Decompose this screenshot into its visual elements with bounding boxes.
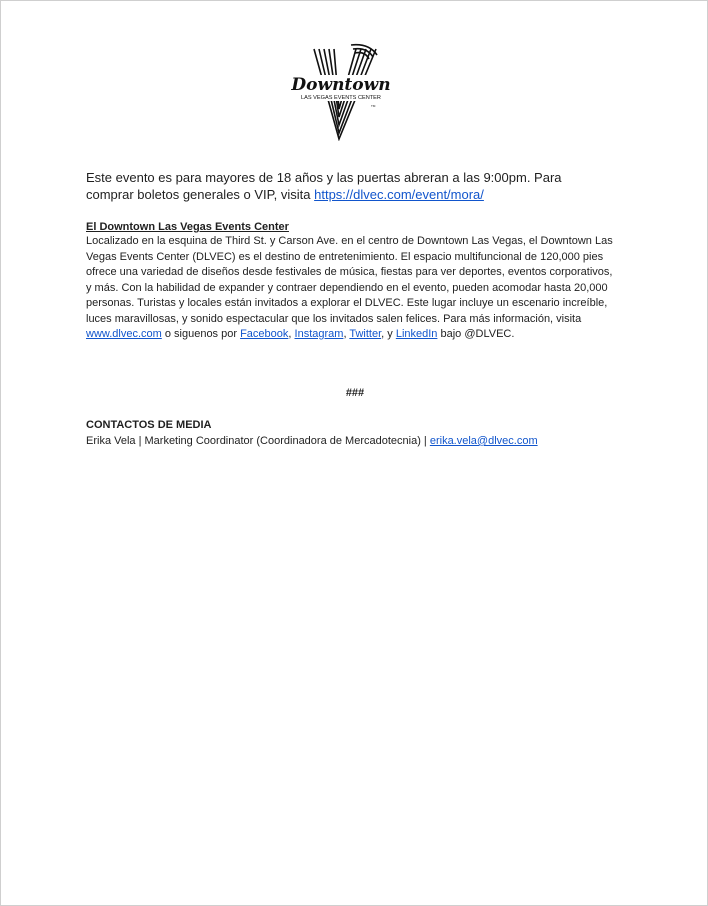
contacts-heading: CONTACTOS DE MEDIA <box>86 419 212 431</box>
comma-text: , <box>343 328 350 340</box>
event-link[interactable]: https://dlvec.com/event/mora/ <box>314 187 484 202</box>
comma-text: , <box>288 328 295 340</box>
contact-text: Erika Vela | Marketing Coordinator (Coordinadora de Mercadotecnia) | <box>86 435 430 447</box>
follow-text: o siguenos por <box>161 328 241 340</box>
contact-line <box>86 434 646 449</box>
linkedin-link[interactable]: LinkedIn <box>395 328 438 340</box>
about-text: Localizado en la esquina de Third St. y Carson Ave. en el centro de Downtown Las Vegas, el Downtown Las Vegas Events Center (DLVEC) es el destino de entretenimiento. El espacio multifuncional de 120,000 pies ofrece una variedad de diseños desde festivales de música, fiestas para ver deportes, eventos corporativos, y más. Con la habilidad de expander y contraer dependiendo en el evento, pueden acomodar hasta 20,000 personas. Turistas y locales están invitados a explorar el DLVEC. Este lugar incluye un escenario increíble, luces maravillosas, y sonido espectacular que los invitados salen felices. Para más información, visita <box>86 235 613 325</box>
logo-wordmark: Downtown <box>291 75 391 95</box>
email-link[interactable]: erika.vela@dlvec.com <box>429 435 538 447</box>
facebook-link[interactable]: Facebook <box>240 328 289 340</box>
handle-text: bajo @DLVEC. <box>437 328 515 340</box>
twitter-link[interactable]: Twitter <box>349 328 382 340</box>
logo-tm: TM <box>371 104 376 108</box>
and-text: , y <box>381 328 396 340</box>
instagram-link[interactable]: Instagram <box>294 328 344 340</box>
logo-subtitle: LAS VEGAS EVENTS CENTER <box>301 95 381 101</box>
section-separator: ### <box>345 387 365 399</box>
intro-text: Este evento es para mayores de 18 años y las puertas abreran a las 9:00pm. Para comprar boletos generales o VIP, visita <box>86 170 562 202</box>
logo-graphic <box>291 41 391 141</box>
intro-paragraph <box>86 169 606 203</box>
website-link[interactable]: www.dlvec.com <box>86 328 162 340</box>
about-paragraph <box>86 234 621 343</box>
about-heading: El Downtown Las Vegas Events Center <box>86 221 289 233</box>
dlvec-logo <box>291 41 391 141</box>
